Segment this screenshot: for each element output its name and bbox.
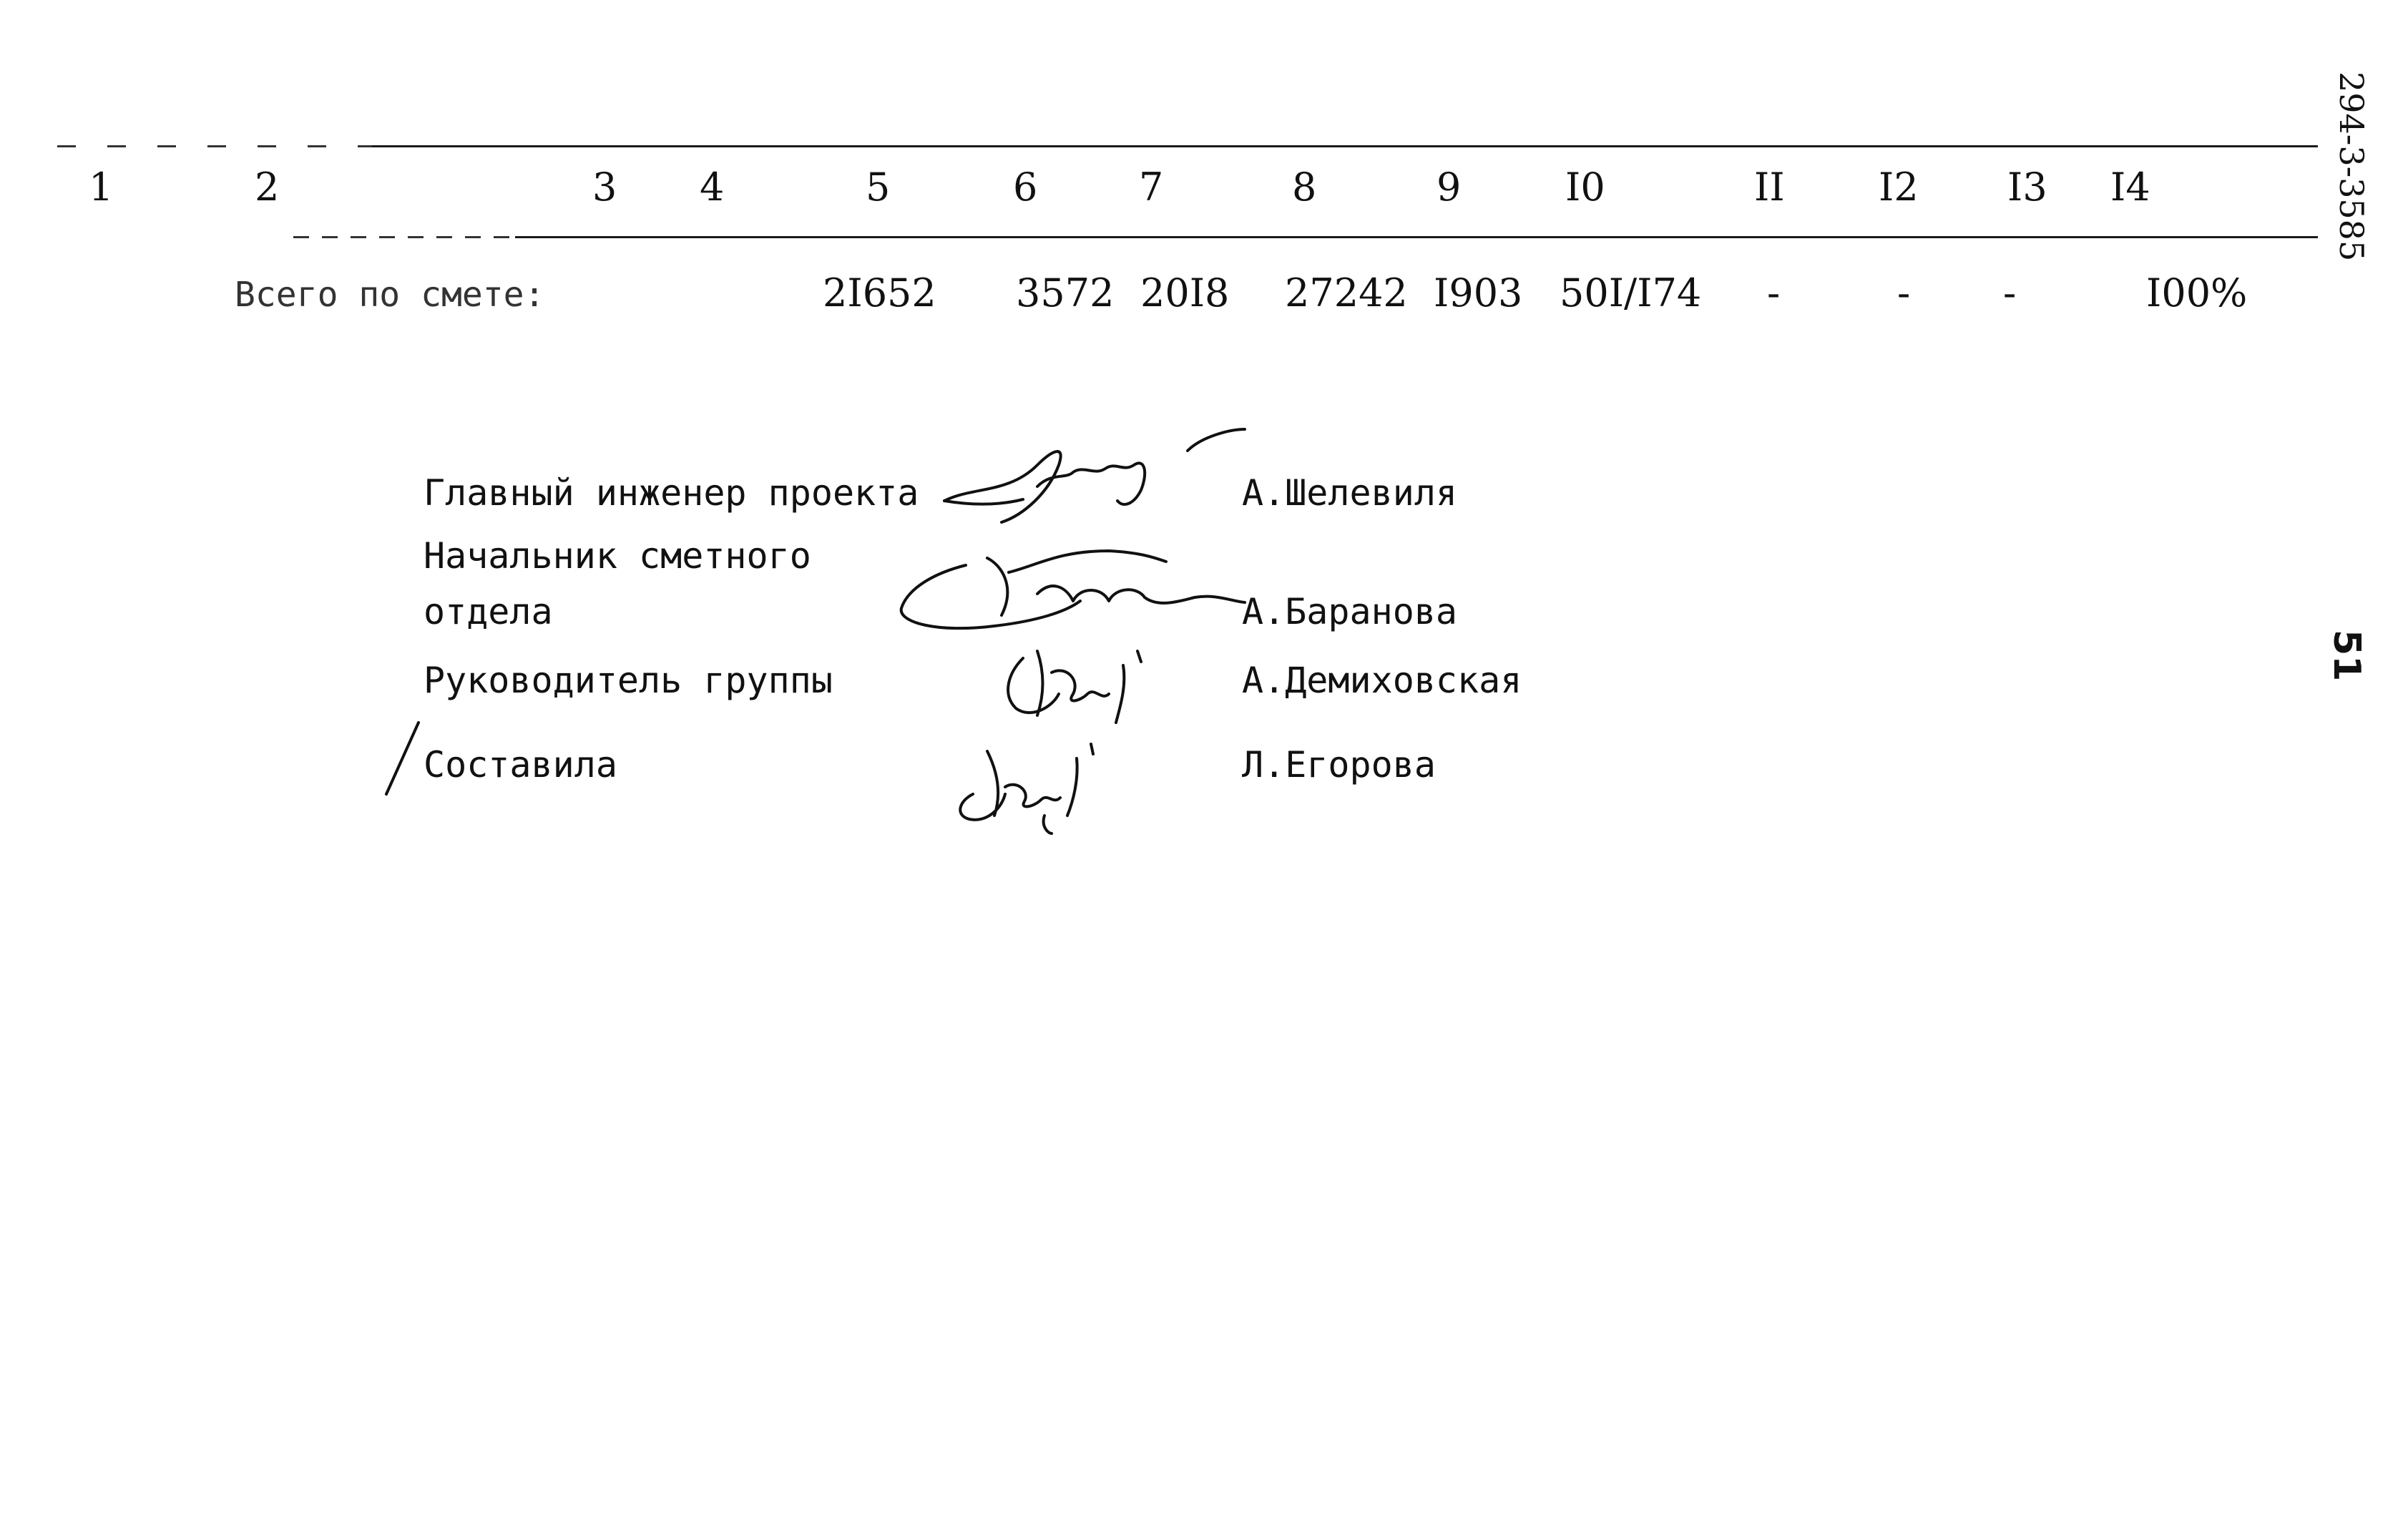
total-value-col6: 3572 — [1016, 270, 1115, 316]
handwritten-signature — [930, 422, 1245, 529]
column-number: 2 — [255, 165, 280, 210]
column-number: 5 — [866, 165, 891, 210]
column-number: I0 — [1565, 165, 1605, 210]
column-number: 7 — [1139, 165, 1164, 210]
document-code-stamp: 294-3-3585 — [2332, 72, 2371, 262]
table-header-rule-dashed — [293, 236, 515, 238]
signatory-name: А.Баранова — [1242, 591, 1458, 632]
signatory-role: Главный инженер проекта — [424, 472, 919, 514]
signatory-role: Начальник сметного — [424, 535, 811, 577]
table-top-rule — [372, 145, 2318, 147]
column-number: I4 — [2110, 165, 2150, 210]
column-number: 1 — [89, 165, 114, 210]
signatory-role: Руководитель группы — [424, 660, 833, 701]
table-header-rule — [515, 236, 2318, 238]
column-number: 9 — [1437, 165, 1462, 210]
total-value-col11: - — [1767, 270, 1781, 316]
total-value-col8: 27242 — [1285, 270, 1408, 316]
column-number: 3 — [592, 165, 617, 210]
total-value-col13: - — [2003, 270, 2017, 316]
signatory-name: А.Демиховская — [1242, 660, 1522, 701]
total-value-col14: I00% — [2146, 270, 2248, 316]
check-mark — [379, 715, 422, 801]
total-value-col12: - — [1897, 270, 1911, 316]
page-number: 51 — [2325, 630, 2368, 682]
signatory-role: отдела — [424, 591, 553, 632]
column-number: II — [1754, 165, 1785, 210]
total-value-col10: 50I/I74 — [1560, 270, 1702, 316]
handwritten-signature — [994, 637, 1166, 730]
total-value-col7: 20I8 — [1140, 270, 1230, 316]
column-number: I2 — [1879, 165, 1919, 210]
column-number: I3 — [2007, 165, 2047, 210]
signatory-name: Л.Егорова — [1242, 744, 1436, 786]
signatory-role: Составила — [424, 744, 617, 786]
table-top-rule-dashed — [57, 145, 372, 147]
total-label: Всего по смете: — [235, 275, 545, 315]
column-number: 8 — [1292, 165, 1317, 210]
handwritten-signature — [894, 544, 1252, 644]
column-number: 6 — [1013, 165, 1038, 210]
handwritten-signature — [944, 730, 1116, 837]
total-value-col9: I903 — [1434, 270, 1523, 316]
signatory-name: А.Шелевиля — [1242, 472, 1458, 514]
column-number: 4 — [700, 165, 725, 210]
total-value-col5: 2I652 — [823, 270, 936, 316]
